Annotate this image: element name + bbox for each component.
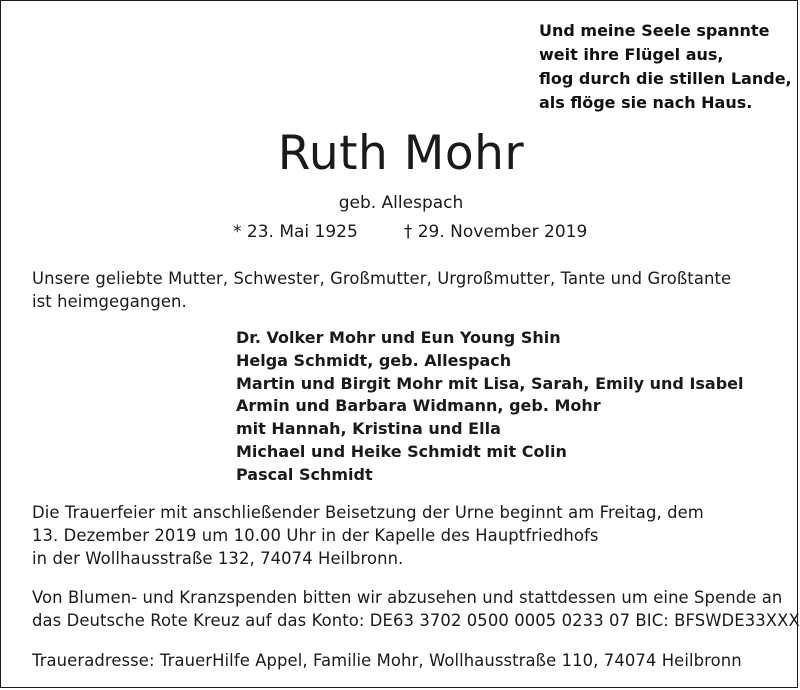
mourner-line: Helga Schmidt, geb. Allespach [236,350,512,370]
poem-line: als flöge sie nach Haus. [539,93,753,112]
mourner-line: Michael und Heike Schmidt mit Colin [236,441,567,461]
birth-name: geb. Allespach [338,193,464,213]
intro-line: ist heimgegangen. [32,292,187,311]
mourner-line: Martin und Birgit Mohr mit Lisa, Sarah, Emily und Isabel [236,373,744,393]
donation-line: Von Blumen- und Kranzspenden bitten wir abzusehen und stattdessen um eine Spende an [32,588,783,607]
service-line: in der Wollhausstraße 132, 74074 Heilbronn. [32,549,404,568]
birth-date: * 23. Mai 1925 [233,222,358,242]
poem-line: flog durch die stillen Lande, [539,69,792,88]
mourner-line: Dr. Volker Mohr und Eun Young Shin [236,328,561,347]
death-date: † 29. November 2019 [403,222,588,242]
mourners-list [236,327,744,487]
poem-line: Und meine Seele spannte [539,21,770,40]
intro-text [32,267,792,313]
life-dates [233,220,587,244]
poem-verse [539,19,792,115]
intro-line: Unsere geliebte Mutter, Schwester, Großmutter, Urgroßmutter, Tante und Großtante [32,269,732,288]
service-line: 13. Dezember 2019 um 10.00 Uhr in der Kapelle des Hauptfriedhofs [32,526,599,545]
service-line: Die Trauerfeier mit anschließender Beisetzung der Urne beginnt am Freitag, dem [32,503,704,522]
mourner-line: Armin und Barbara Widmann, geb. Mohr [236,396,601,416]
mourner-line: Pascal Schmidt [236,464,373,484]
funeral-service-info [32,501,704,570]
donation-line: das Deutsche Rote Kreuz auf das Konto: DE63 3702 0500 0005 0233 07 BIC: BFSWDE33XXX [32,611,800,630]
mourning-address: Traueradresse: TrauerHilfe Appel, Familie Mohr, Wollhausstraße 110, 74074 Heilbronn [32,651,742,670]
deceased-name: Ruth Mohr [277,126,525,181]
poem-line: weit ihre Flügel aus, [539,45,724,64]
mourner-line: mit Hannah, Kristina und Ella [236,419,501,439]
donation-request [32,586,800,632]
